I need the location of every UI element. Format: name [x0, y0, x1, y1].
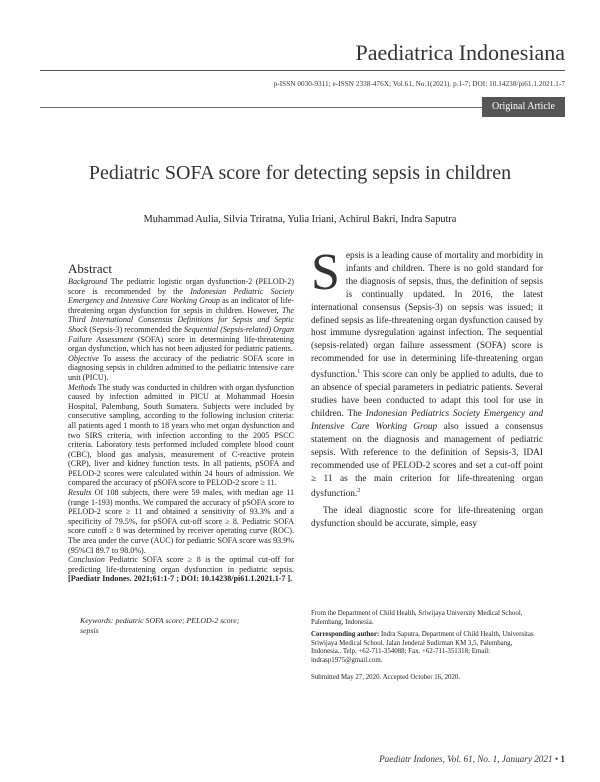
abstract-text: The pediatric logistic organ dysfunction-2 (PELOD-2) score is recommended by the [68, 277, 294, 296]
corresponding-author [311, 631, 543, 665]
abstract-italic: Indonesian Pediatric Society Emergency and Intensive Care Working Group [68, 286, 294, 306]
body-text: epsis is a leading cause of mortality and morbidity in infants and children. There is no gold standard for the diagnosis of sepsis, thus, the definition of sepsis is continually updated. In 2016, the latest international consensus (Sepsis-3) on sepsis was issued; it defined sepsis as life-threatening organ dysfunction caused by host immune dysregulation against infection. The sequential (sepsis-related) organ failure assessment (SOFA) score is recommended for use in determining life-threatening organ dysfunction. [311, 251, 543, 381]
corresponding-text: Indra Saputra, Department of Child Health, Universitas Sriwijaya Medical School. Jalan Jenderal Sudirman KM 3,5, Palembang, Indonesia.. Telp. +62-711-354088; Fax. +62-711-351318; Email: indrasp1975@gmail.com. [311, 631, 534, 664]
article-type-bar [40, 97, 565, 117]
background-label: Background [68, 277, 108, 286]
results-label: Results [68, 488, 92, 498]
abstract-methods [68, 383, 294, 489]
page-footer [0, 754, 565, 764]
body-paragraph-1 [311, 244, 544, 501]
affiliation-block [311, 610, 543, 686]
abstract-text: Pediatric SOFA score ≥ 8 is the optimal cut-off for predicting life-threatening organ dysfunction in pediatric sepsis. [68, 555, 294, 574]
abstract-text: (SOFA) score in determining life-threatening organ dysfunction, which has not been adjusted for pediatric patients. [68, 334, 294, 354]
citation: [Paediatr Indones. 2021;61:1-7 ; DOI: 10.14238/pi61.1.2021.1-7 ]. [68, 574, 293, 584]
header-rule [40, 70, 565, 71]
abstract-text: Of 108 subjects, there were 59 males, with median age 11 (range 1-193) months. We compared the accuracy of pSOFA score to PELOD-2 score ≥ 11 and obtained a sensitivity of 93.3% and a specificity of 79.5%, for pSOFA cut-off score ≥ 8. Pediatric SOFA score cutoff ≥ 8 was determined by receiver operating curve (ROC). The area under the curve (AUC) for pediatric SOFA score was 93.9% (95%CI 89.7 to 98.0%). [68, 488, 294, 555]
drop-cap: S [311, 244, 340, 301]
body-paragraph-2: The ideal diagnostic score for life-threatening organ dysfunction should be accurate, simple, easy [311, 506, 543, 530]
abstract-heading: Abstract [68, 261, 113, 276]
abstract-italic: Sequential (Sepsis-related) Organ Failure Assessment [68, 324, 294, 344]
body-italic: Indonesian Pediatrics Society Emergency and Intensive Care Working Group [311, 408, 543, 432]
article-type-badge: Original Article [482, 97, 565, 117]
submission-dates: Submitted May 27, 2020. Accepted October 16, 2020. [311, 673, 461, 681]
page-number: 1 [560, 754, 565, 764]
reference-1[interactable]: 1 [357, 369, 361, 376]
paper-title: Pediatric SOFA score for detecting sepsis in children [88, 162, 512, 184]
reference-2[interactable]: 2 [357, 488, 361, 495]
abstract-conclusion [68, 555, 294, 584]
footer-citation: Paediatr Indones, Vol. 61, No. 1, January 2021 • [379, 754, 561, 764]
author-list: Muhammad Aulia, Silvia Triratna, Yulia Iriani, Achirul Bakri, Indra Saputra [143, 214, 457, 225]
abstract-objective [68, 354, 294, 383]
abstract-italic: The Third International Consensus Definitions for Sepsis and Septic Shock [68, 305, 294, 334]
corresponding-label: Corresponding author: [311, 631, 380, 639]
body-text: This score can only be applied to adults, due to an absence of special parameters in pediatric patients. Several studies have been conducted to adapt this tool for use in children. The [311, 370, 543, 419]
abstract-text: The study was conducted in children with organ dysfunction caused by infection admitted in PICU at Mohammad Hoesin Hospital, Palembang, South Sumatera. Subjects were included by consecutive sampling, according to the following inclusion criteria: all patients aged 1 month to 18 years who met organ dysfunction and two SIRS criteria, with infection according to the 2005 PSCC criteria. Laboratory tests performed included complete blood count (CBC), blood gas analysis, measurement of C-reactive protein (CRP), liver and kidney function tests. In all patients, pSOFA and PELOD-2 scores were calculated within 24 hours of admission. We compared the accuracy of pSOFA score to PELOD-2 score ≥ 11. [68, 382, 294, 488]
methods-label: Methods [68, 382, 96, 392]
conclusion-label: Conclusion [68, 555, 105, 565]
keywords [80, 616, 294, 635]
abstract-column [68, 262, 294, 635]
body-text: also issued a consensus statement on the diagnosis and management of pediatric sepsis. With reference to the definition of Sepsis-3, IDAI recommended use of PELOD-2 scores and set a cut-off point ≥ 11 as the main criterion for life-threatening organ dysfunction. [311, 421, 544, 500]
objective-label: Objective [68, 353, 100, 363]
abstract-results [68, 488, 294, 555]
journal-title: Paediatrica Indonesiana [355, 40, 565, 65]
abstract-text: as an indicator of life-threatening organ dysfunction for sepsis in children. However, [68, 296, 294, 315]
body-column [311, 244, 544, 531]
abstract-background [68, 277, 294, 354]
keywords-line-1: Keywords: pediatric SOFA score; PELOD-2 score; [80, 616, 240, 625]
journal-meta: p-ISSN 0030-9311; e-ISSN 2338-476X; Vol.61, No.1(2021). p.1-7; DOI: 10.14238/pi61.1.2021.1-7 [273, 80, 565, 88]
keywords-line-2: sepsis [80, 625, 99, 635]
abstract-text: (Sepsis-3) recommended the [87, 324, 184, 334]
affiliation-from: From the Department of Child Health, Sriwijaya University Medical School, Palembang, Indonesia. [311, 610, 523, 626]
abstract-text: To assess the accuracy of the pediatric SOFA score in diagnosing sepsis in children admitted to the pediatric intensive care unit (PICU). [68, 353, 294, 382]
